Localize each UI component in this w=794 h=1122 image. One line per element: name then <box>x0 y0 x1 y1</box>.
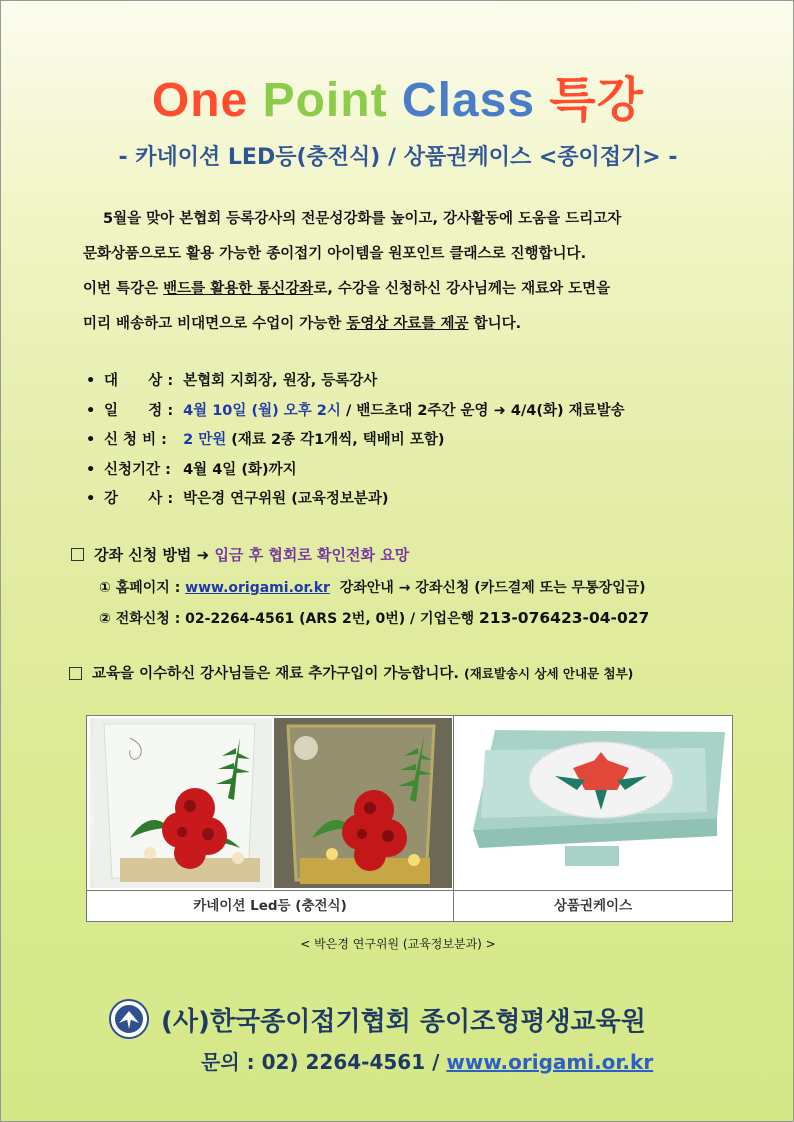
right-arrow-icon: → <box>398 580 411 596</box>
title-point: Point <box>262 74 388 127</box>
led-lamp-photo-on <box>274 718 452 888</box>
photo-credit: < 박은경 연구위원 (교육정보분과) > <box>300 937 496 951</box>
homepage-link[interactable]: www.origami.or.kr <box>185 580 330 596</box>
bullet-dot-icon: • <box>86 432 96 448</box>
band-course-highlight: 밴드를 활용한 통신강좌 <box>163 281 314 297</box>
bullet-dot-icon: • <box>86 373 96 389</box>
bank-account: 213-076423-04-027 <box>479 609 650 627</box>
led-lamp-photo-off <box>90 718 272 888</box>
detail-schedule: • 일 정 : 4월 10일 (월) 오후 2시 / 밴드초대 2주간 운영 ➜ 4/4(화) 재료발송 <box>86 399 625 429</box>
bullet-dot-icon: • <box>86 491 96 507</box>
contact-info: 문의 : 02) 2264-4561 / www.origami.or.kr <box>201 1050 654 1074</box>
title-one: One <box>151 74 249 127</box>
page-subtitle: - 카네이션 LED등(충전식) / 상품권케이스 <종이접기> - <box>118 145 678 170</box>
detail-target: • 대 상 : 본협회 지회장, 원장, 등록강사 <box>86 369 625 399</box>
detail-period: • 신청기간 : 4월 4일 (화)까지 <box>86 458 625 488</box>
detail-instructor: • 강 사 : 박은경 연구위원 (교육정보분과) <box>86 487 625 517</box>
intro-text <box>83 207 723 347</box>
intro-line-2: 문화상품으로도 활용 가능한 종이접기 아이템을 원포인트 클래스로 진행합니다. <box>83 246 587 262</box>
intro-line-4: 미리 배송하고 비대면으로 수업이 가능한 동영상 자료를 제공 합니다. <box>83 316 522 332</box>
detail-fee: • 신 청 비 : 2 만원 (재료 2종 각1개씩, 택배비 포함) <box>86 428 625 458</box>
page-title <box>1 61 794 130</box>
intro-line-3: 이번 특강은 밴드를 활용한 통신강좌로, 수강을 신청하신 강사님께는 재료와 도면을 <box>83 281 611 297</box>
right-arrow-icon: ➜ <box>493 402 506 419</box>
caption-led-lamp: 카네이션 Led등 (충전식) <box>193 898 347 914</box>
bullet-dot-icon: • <box>86 461 96 478</box>
title-class: Class <box>401 74 536 127</box>
checkbox-icon <box>69 667 82 680</box>
application-options <box>99 576 649 636</box>
phone-option: ② 전화신청 : 02-2264-4561 (ARS 2번, 0번) / 기업은행 213-076423-04-027 <box>99 609 650 627</box>
bullet-dot-icon: • <box>86 402 96 419</box>
footer-website-link[interactable]: www.origami.or.kr <box>446 1050 654 1074</box>
course-details <box>86 369 625 517</box>
notice: 교육을 이수하신 강사님들은 재료 추가구입이 가능합니다. (재료발송시 상세 안내문 첨부) <box>69 662 633 683</box>
checkbox-icon <box>71 548 84 561</box>
intro-line-1: 5월을 맞아 본협회 등록강사의 전문성강화를 높이고, 강사활동에 도움을 드리고자 <box>103 211 622 227</box>
video-material-highlight: 동영상 자료를 제공 <box>346 316 469 332</box>
product-gallery <box>86 715 733 922</box>
title-special: 특강 <box>549 74 645 127</box>
homepage-option: ① 홈페이지 : www.origami.or.kr 강좌안내 → 강좌신청 (카드결제 또는 무통장입금) <box>99 580 646 596</box>
caption-gift-case: 상품권케이스 <box>553 898 633 914</box>
organization-name: (사)한국종이접기협회 종이조형평생교육원 <box>161 1007 646 1037</box>
gift-card-case-photo <box>455 718 730 888</box>
application-method: 강좌 신청 방법 ➜ 입금 후 협회로 확인전화 요망 <box>71 544 409 565</box>
association-logo-icon <box>109 999 149 1039</box>
right-arrow-icon: ➜ <box>196 546 210 564</box>
